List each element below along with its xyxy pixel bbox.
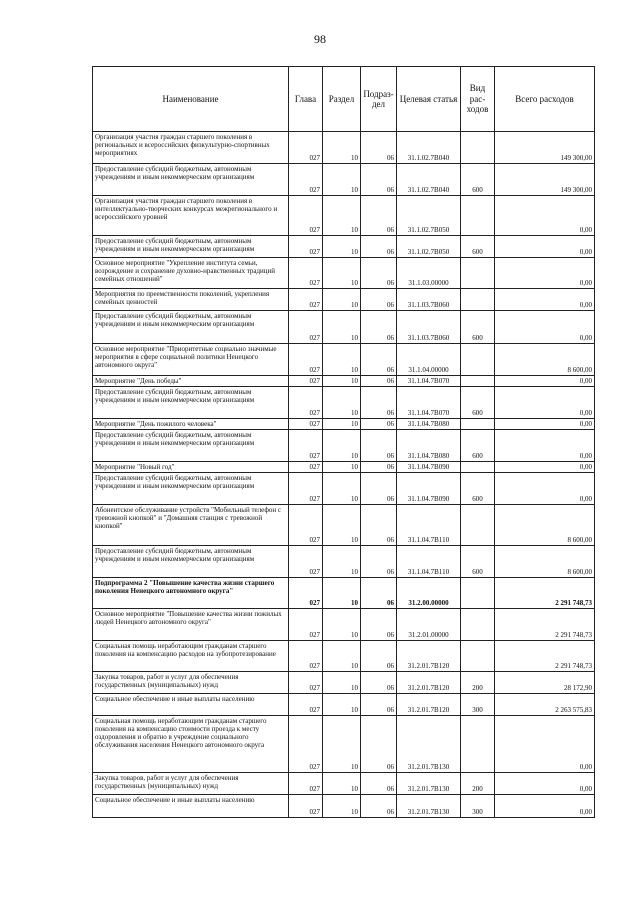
table-row [93,795,595,818]
row-section-cell: 10 [323,694,361,716]
table-row [93,578,595,609]
row-section-cell: 10 [323,196,361,236]
row-target-cell: 31.1.02.7В040 [397,132,461,164]
row-section-cell: 10 [323,462,361,473]
table-row [93,546,595,578]
row-name-cell: Мероприятия по преемственности поколений, укрепления семейных ценностей [93,289,289,311]
row-target-cell: 31.1.04.00000 [397,344,461,376]
row-target-cell: 31.1.04.7В110 [397,546,461,578]
table-row [93,672,595,694]
row-subsection-cell: 06 [361,344,397,376]
row-subsection-cell: 06 [361,132,397,164]
row-section-cell: 10 [323,311,361,344]
row-target-cell: 31.2.01.7В120 [397,641,461,672]
table-row [93,609,595,641]
row-expense-type-cell [461,196,495,236]
row-total-cell: 0,00 [495,376,595,387]
row-chapter-cell: 027 [289,430,323,462]
row-section-cell: 10 [323,609,361,641]
row-total-cell: 0,00 [495,773,595,795]
row-chapter-cell: 027 [289,716,323,773]
row-section-cell: 10 [323,773,361,795]
row-name-cell: Основное мероприятие "Приоритетные социально значимые мероприятия в сфере социальной политики Ненецкого автономного округа" [93,344,289,376]
row-subsection-cell: 06 [361,473,397,505]
row-name-cell: Закупка товаров, работ и услуг для обеспечения государственных (муниципальных) нужд [93,773,289,795]
row-chapter-cell: 027 [289,578,323,609]
row-total-cell: 2 291 748,73 [495,641,595,672]
row-name-cell: Социальное обеспечение и иные выплаты населению [93,694,289,716]
row-total-cell: 0,00 [495,473,595,505]
row-chapter-cell: 027 [289,164,323,196]
row-name-cell: Подпрограмма 2 "Повышение качества жизни старшего поколения Ненецкого автономного округа" [93,578,289,609]
row-subsection-cell: 06 [361,419,397,430]
table-row [93,473,595,505]
table-row [93,716,595,773]
row-target-cell: 31.1.02.7В040 [397,164,461,196]
row-name-cell: Социальная помощь неработающим гражданам старшего поколения на компенсацию стоимости проезда к месту оздоровления и обратно в учреждение социального обслуживания населения Ненецкого автономного округа [93,716,289,773]
row-subsection-cell: 06 [361,694,397,716]
row-expense-type-cell [461,376,495,387]
row-chapter-cell: 027 [289,546,323,578]
row-subsection-cell: 06 [361,716,397,773]
row-total-cell: 149 300,00 [495,132,595,164]
row-expense-type-cell: 600 [461,473,495,505]
row-expense-type-cell: 600 [461,546,495,578]
row-expense-type-cell [461,578,495,609]
row-section-cell: 10 [323,641,361,672]
row-chapter-cell: 027 [289,773,323,795]
row-total-cell: 2 263 575,83 [495,694,595,716]
table-row [93,236,595,258]
row-chapter-cell: 027 [289,289,323,311]
row-target-cell: 31.1.03.00000 [397,258,461,289]
row-name-cell: Основное мероприятие "Укрепление института семьи, возрождение и сохранение духовно-нравственных традиций семейных отношений" [93,258,289,289]
row-target-cell: 31.1.04.7В070 [397,387,461,419]
row-expense-type-cell [461,609,495,641]
row-subsection-cell: 06 [361,376,397,387]
row-name-cell: Предоставление субсидий бюджетным, автономным учреждениям и иным некоммерческим организациям [93,311,289,344]
row-name-cell: Мероприятие "День победы" [93,376,289,387]
row-name-cell: Предоставление субсидий бюджетным, автономным учреждениям и иным некоммерческим организациям [93,546,289,578]
row-subsection-cell: 06 [361,258,397,289]
row-total-cell: 8 600,00 [495,505,595,546]
row-target-cell: 31.2.01.00000 [397,609,461,641]
row-target-cell: 31.1.04.7В080 [397,430,461,462]
row-name-cell: Социальная помощь неработающим гражданам старшего поколения на компенсацию расходов на зубопротезирование [93,641,289,672]
row-chapter-cell: 027 [289,795,323,818]
row-expense-type-cell: 200 [461,672,495,694]
row-name-cell: Организация участия граждан старшего поколения в региональных и всероссийских физкультурно-спортивных мероприятиях [93,132,289,164]
table-row [93,258,595,289]
row-section-cell: 10 [323,376,361,387]
table-row [93,311,595,344]
table-row [93,132,595,164]
row-expense-type-cell [461,462,495,473]
row-chapter-cell: 027 [289,694,323,716]
budget-table [92,66,595,818]
row-subsection-cell: 06 [361,462,397,473]
header-row [93,67,595,132]
row-name-cell: Мероприятие "День пожилого человека" [93,419,289,430]
row-section-cell: 10 [323,258,361,289]
table-row [93,419,595,430]
row-target-cell: 31.2.01.7В130 [397,795,461,818]
row-section-cell: 10 [323,672,361,694]
row-chapter-cell: 027 [289,609,323,641]
page-number: 98 [314,32,326,46]
row-subsection-cell: 06 [361,795,397,818]
row-target-cell: 31.2.00.00000 [397,578,461,609]
row-chapter-cell: 027 [289,641,323,672]
row-expense-type-cell [461,344,495,376]
header-expense-type: Вид рас-ходов [461,67,495,132]
row-chapter-cell: 027 [289,311,323,344]
row-target-cell: 31.1.04.7В090 [397,462,461,473]
table-row [93,430,595,462]
row-section-cell: 10 [323,473,361,505]
row-chapter-cell: 027 [289,196,323,236]
row-target-cell: 31.1.04.7В080 [397,419,461,430]
row-subsection-cell: 06 [361,609,397,641]
row-section-cell: 10 [323,387,361,419]
row-subsection-cell: 06 [361,773,397,795]
row-total-cell: 8 600,00 [495,546,595,578]
row-name-cell: Предоставление субсидий бюджетным, автономным учреждениям и иным некоммерческим организациям [93,430,289,462]
row-section-cell: 10 [323,236,361,258]
table-row [93,773,595,795]
row-chapter-cell: 027 [289,258,323,289]
row-total-cell: 0,00 [495,716,595,773]
row-total-cell: 8 600,00 [495,344,595,376]
header-section: Раздел [323,67,361,132]
row-subsection-cell: 06 [361,289,397,311]
row-total-cell: 149 300,00 [495,164,595,196]
row-expense-type-cell [461,258,495,289]
row-chapter-cell: 027 [289,473,323,505]
row-expense-type-cell [461,505,495,546]
table-row [93,505,595,546]
row-expense-type-cell [461,289,495,311]
row-section-cell: 10 [323,546,361,578]
row-total-cell: 2 291 748,73 [495,609,595,641]
header-chapter: Глава [289,67,323,132]
row-target-cell: 31.1.03.7В060 [397,289,461,311]
row-expense-type-cell: 600 [461,387,495,419]
row-section-cell: 10 [323,578,361,609]
row-chapter-cell: 027 [289,387,323,419]
row-expense-type-cell: 600 [461,164,495,196]
row-chapter-cell: 027 [289,132,323,164]
row-chapter-cell: 027 [289,462,323,473]
row-total-cell: 2 291 748,73 [495,578,595,609]
row-expense-type-cell [461,132,495,164]
row-target-cell: 31.2.01.7В130 [397,773,461,795]
row-total-cell: 0,00 [495,196,595,236]
row-chapter-cell: 027 [289,505,323,546]
row-chapter-cell: 027 [289,376,323,387]
row-total-cell: 0,00 [495,430,595,462]
row-subsection-cell: 06 [361,311,397,344]
row-target-cell: 31.1.02.7В050 [397,196,461,236]
header-target: Целевая статья [397,67,461,132]
row-target-cell: 31.1.02.7В050 [397,236,461,258]
table-row [93,694,595,716]
row-total-cell: 0,00 [495,419,595,430]
row-chapter-cell: 027 [289,419,323,430]
row-target-cell: 31.2.01.7В130 [397,716,461,773]
row-section-cell: 10 [323,505,361,546]
table-row [93,462,595,473]
row-expense-type-cell: 200 [461,773,495,795]
row-expense-type-cell [461,641,495,672]
row-target-cell: 31.1.03.7В060 [397,311,461,344]
row-name-cell: Предоставление субсидий бюджетным, автономным учреждениям и иным некоммерческим организациям [93,473,289,505]
row-chapter-cell: 027 [289,344,323,376]
table-row [93,344,595,376]
table-row [93,387,595,419]
row-subsection-cell: 06 [361,164,397,196]
row-chapter-cell: 027 [289,236,323,258]
row-expense-type-cell: 300 [461,795,495,818]
table-row [93,196,595,236]
row-target-cell: 31.1.04.7В110 [397,505,461,546]
row-total-cell: 0,00 [495,289,595,311]
row-name-cell: Абонентское обслуживание устройств "Мобильный телефон с тревожной кнопкой" и "Домашняя станция с тревожной кнопкой" [93,505,289,546]
row-expense-type-cell: 300 [461,694,495,716]
row-subsection-cell: 06 [361,236,397,258]
row-section-cell: 10 [323,132,361,164]
row-subsection-cell: 06 [361,641,397,672]
row-section-cell: 10 [323,419,361,430]
row-section-cell: 10 [323,430,361,462]
row-name-cell: Мероприятие "Новый год" [93,462,289,473]
row-total-cell: 0,00 [495,311,595,344]
row-name-cell: Предоставление субсидий бюджетным, автономным учреждениям и иным некоммерческим организациям [93,387,289,419]
row-section-cell: 10 [323,344,361,376]
row-section-cell: 10 [323,716,361,773]
row-section-cell: 10 [323,164,361,196]
row-expense-type-cell: 600 [461,430,495,462]
row-expense-type-cell: 600 [461,236,495,258]
row-total-cell: 0,00 [495,795,595,818]
row-target-cell: 31.2.01.7В120 [397,672,461,694]
row-name-cell: Организация участия граждан старшего поколения в интеллектуально-творческих конкурсах межрегионального и всероссийского уровней [93,196,289,236]
row-subsection-cell: 06 [361,505,397,546]
row-target-cell: 31.2.01.7В120 [397,694,461,716]
row-subsection-cell: 06 [361,578,397,609]
row-chapter-cell: 027 [289,672,323,694]
row-name-cell: Основное мероприятие "Повышение качества жизни пожилых людей Ненецкого автономного округа" [93,609,289,641]
header-total: Всего расходов [495,67,595,132]
row-subsection-cell: 06 [361,196,397,236]
table-row [93,164,595,196]
row-subsection-cell: 06 [361,430,397,462]
row-name-cell: Социальное обеспечение и иные выплаты населению [93,795,289,818]
row-section-cell: 10 [323,289,361,311]
row-total-cell: 28 172,90 [495,672,595,694]
row-expense-type-cell [461,419,495,430]
table-row [93,376,595,387]
row-total-cell: 0,00 [495,236,595,258]
row-subsection-cell: 06 [361,546,397,578]
row-name-cell: Закупка товаров, работ и услуг для обеспечения государственных (муниципальных) нужд [93,672,289,694]
table-row [93,289,595,311]
row-subsection-cell: 06 [361,672,397,694]
row-total-cell: 0,00 [495,387,595,419]
row-expense-type-cell: 600 [461,311,495,344]
row-section-cell: 10 [323,795,361,818]
table-row [93,641,595,672]
row-target-cell: 31.1.04.7В090 [397,473,461,505]
row-total-cell: 0,00 [495,462,595,473]
row-target-cell: 31.1.04.7В070 [397,376,461,387]
header-name: Наименование [93,67,289,132]
row-subsection-cell: 06 [361,387,397,419]
header-subsection: Подраз-дел [361,67,397,132]
row-name-cell: Предоставление субсидий бюджетным, автономным учреждениям и иным некоммерческим организациям [93,164,289,196]
row-total-cell: 0,00 [495,258,595,289]
row-expense-type-cell [461,716,495,773]
row-name-cell: Предоставление субсидий бюджетным, автономным учреждениям и иным некоммерческим организациям [93,236,289,258]
